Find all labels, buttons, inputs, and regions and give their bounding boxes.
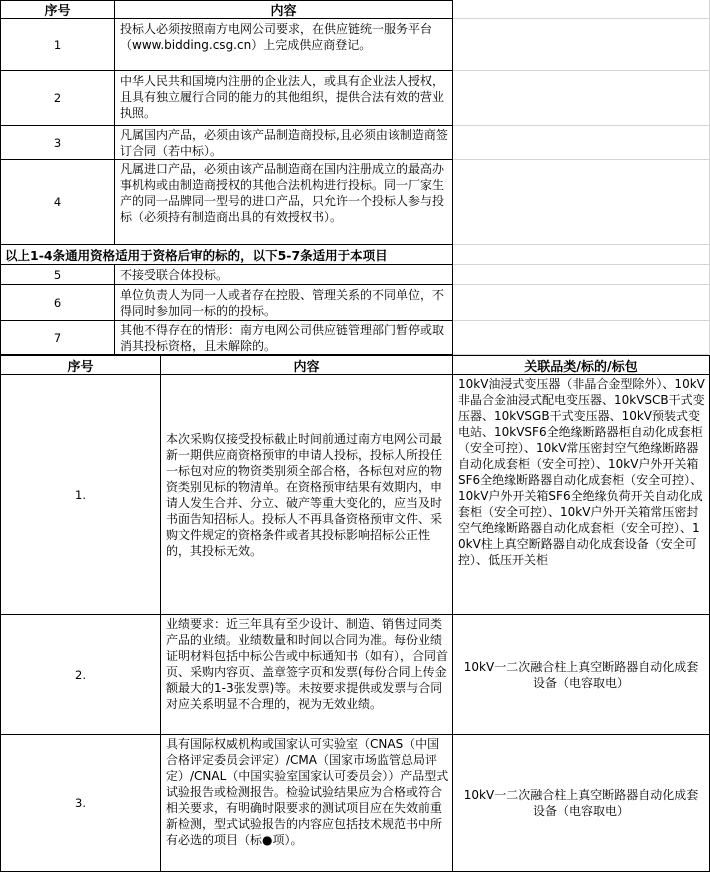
table2-header-content: 内容 — [161, 355, 453, 375]
table1-row-7-seq: 7 — [0, 321, 115, 355]
table2-row-3-seq: 3. — [0, 735, 161, 872]
empty-cell — [453, 71, 710, 126]
table1-row-6-seq: 6 — [0, 285, 115, 321]
empty-cell — [453, 0, 710, 19]
table1-header-content: 内容 — [115, 0, 453, 19]
table1-row-5-seq: 5 — [0, 265, 115, 285]
table2-row-1-seq: 1. — [0, 375, 161, 615]
empty-cell — [453, 245, 710, 265]
table1-header-seq: 序号 — [0, 0, 115, 19]
table1-row-1-seq: 1 — [0, 19, 115, 71]
table1-row-3-content: 凡属国内产品，必须由该产品制造商投标,且必须由该制造商签订合同（若中标）。 — [115, 126, 453, 160]
table1-row-2-seq: 2 — [0, 71, 115, 126]
table1-row-6-content: 单位负责人为同一人或者存在控股、管理关系的不同单位，不得同时参加同一标的的投标。 — [115, 285, 453, 321]
table2-row-3-related: 10kV一二次融合柱上真空断路器自动化成套设备（电容取电） — [453, 735, 710, 872]
empty-cell — [453, 265, 710, 285]
empty-cell — [453, 321, 710, 355]
table1-row-4-seq: 4 — [0, 160, 115, 245]
table2-row-1-content: 本次采购仅接受投标截止时间前通过南方电网公司最新一期供应商资格预审的申请人投标，投标人所投任一标包对应的物资类别须全部合格，各标包对应的物资类别见标的物清单。在资格预审结果有效期内，申请人发生合并、分立、破产等重大变化的，应当及时书面告知招标人。投标人不再具备资格预审文件、采购文件规定的资格条件或者其投标影响招标公正性的，其投标无效。 — [161, 375, 453, 615]
table1-row-4-content: 凡属进口产品，必须由该产品制造商在国内注册成立的最高办事机构或由制造商授权的其他合法机构进行投标。同一厂家生产的同一品牌同一型号的进口产品，只允许一个投标人参与投标（必须持有制造商出具的有效授权书）。 — [115, 160, 453, 245]
table2-header-seq: 序号 — [0, 355, 161, 375]
table2-row-2-content: 业绩要求：近三年具有至少设计、制造、销售过同类产品的业绩。业绩数量和时间以合同为准。每份业绩证明材料包括中标公告或中标通知书（如有），合同首页、采购内容页、盖章签字页和发票(每份合同上传金额最大的1-3张发票)等。未按要求提供或发票与合同对应关系明显不合理的，视为无效业绩。 — [161, 615, 453, 735]
table2-row-3-content: 具有国际权威机构或国家认可实验室（CNAS（中国合格评定委员会评定）/CMA（国家市场监管总局评定）/CNAL（中国实验室国家认可委员会））产品型式试验报告或检测报告。检验试验结果应为合格或符合相关要求，有明确时限要求的测试项目应在失效前重新检测，型式试验报告的内容应包括技术规范书中所有必选的项目（标●项）。 — [161, 735, 453, 872]
empty-cell — [453, 126, 710, 160]
table1-banner: 以上1-4条通用资格适用于资格后审的标的，以下5-7条适用于本项目 — [0, 245, 453, 265]
table2-header-related: 关联品类/标的/标包 — [453, 355, 710, 375]
table1-row-5-content: 不接受联合体投标。 — [115, 265, 453, 285]
table1-row-2-content: 中华人民共和国境内注册的企业法人，或具有企业法人授权，且具有独立履行合同的能力的其他组织，提供合法有效的营业执照。 — [115, 71, 453, 126]
table2-row-1-related: 10kV油浸式变压器（非晶合金型除外）、10kV非晶合金油浸式配电变压器、10kVSCB干式变压器、10kVSGB干式变压器、10kV预装式变电站、10kVSF6全绝缘断路器柜自动化成套柜（安全可控）、10kV常压密封空气绝缘断路器自动化成套柜（安全可控）、10kV户外开关箱SF6全绝缘断路器自动化成套柜（安全可控）、10kV户外开关箱SF6全绝缘负荷开关自动化成套柜（安全可控）、10kV户外开关箱常压密封空气绝缘断路器自动化成套柜（安全可控）、10kV柱上真空断路器自动化成套设备（安全可控）、低压开关柜 — [453, 375, 710, 615]
empty-cell — [453, 285, 710, 321]
table1-row-1-content: 投标人必须按照南方电网公司要求，在供应链统一服务平台（www.bidding.csg.cn）上完成供应商登记。 — [115, 19, 453, 71]
table2-row-2-seq: 2. — [0, 615, 161, 735]
table1-row-7-content: 其他不得存在的情形：南方电网公司供应链管理部门暂停或取消其投标资格，且未解除的。 — [115, 321, 453, 355]
table1-row-3-seq: 3 — [0, 126, 115, 160]
empty-cell — [453, 19, 710, 71]
table2-row-2-related: 10kV一二次融合柱上真空断路器自动化成套设备（电容取电） — [453, 615, 710, 735]
empty-cell — [453, 160, 710, 245]
